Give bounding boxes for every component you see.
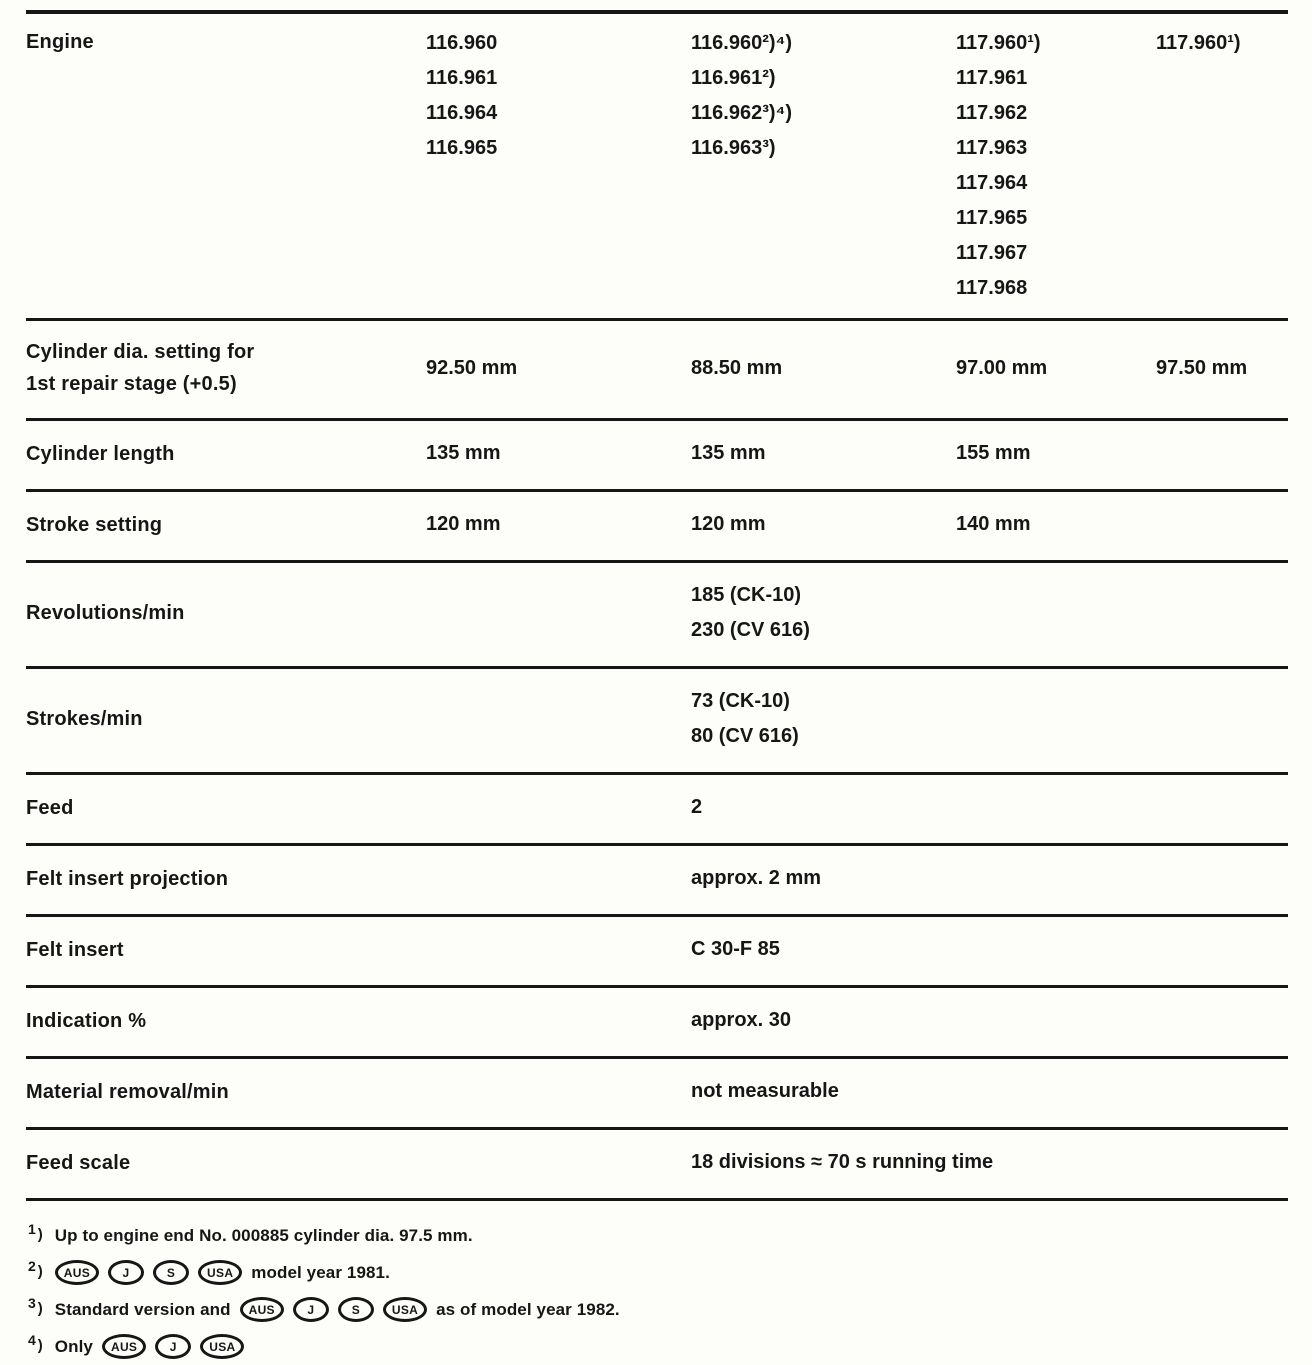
value-cell	[691, 578, 1288, 648]
value-line: 117.961	[956, 67, 1028, 89]
value-line: 88.50 mm	[691, 356, 783, 379]
value-line: 117.968	[956, 277, 1028, 299]
value-cell	[1156, 351, 1288, 386]
row-label	[26, 336, 426, 400]
table-row	[26, 1130, 1288, 1201]
table-row	[26, 988, 1288, 1059]
row-label	[26, 863, 426, 895]
value-line: 185 (CK-10)	[691, 584, 802, 606]
value-cell	[426, 26, 691, 166]
value-line: 135 mm	[426, 442, 501, 464]
spec-table	[26, 10, 1288, 1201]
table-row	[26, 775, 1288, 846]
value-cell	[956, 351, 1156, 386]
row-label-line: Strokes/min	[26, 708, 143, 730]
value-line: 73 (CK-10)	[691, 690, 790, 712]
value-line: 116.961²)	[691, 67, 776, 89]
footnote-text: Standard version and	[54, 1299, 231, 1319]
table-row	[26, 846, 1288, 917]
value-cell	[426, 351, 691, 386]
table-row	[26, 492, 1288, 563]
value-cell	[691, 1003, 1288, 1038]
footnotes-section	[26, 1217, 1288, 1365]
value-line: 116.960	[426, 32, 498, 54]
table-row	[26, 421, 1288, 492]
value-line: 2	[691, 796, 703, 818]
value-line: 155 mm	[956, 442, 1031, 464]
row-label-line: Material removal/min	[26, 1080, 229, 1103]
value-line: 135 mm	[691, 442, 766, 464]
country-badge: USA	[198, 1260, 242, 1285]
manual-page	[26, 10, 1288, 1365]
value-line: 18 divisions ≈ 70 s running time	[691, 1151, 994, 1173]
footnote-text: as of model year 1982.	[436, 1299, 620, 1319]
value-line: 117.962	[956, 102, 1028, 124]
table-row	[26, 669, 1288, 775]
country-badge: S	[153, 1260, 189, 1285]
value-line: 117.967	[956, 242, 1028, 264]
row-label-line: Indication %	[26, 1009, 147, 1032]
row-label-line: 1st repair stage (+0.5)	[26, 373, 237, 395]
value-line: 120 mm	[426, 513, 501, 535]
value-cell	[956, 507, 1156, 542]
value-line: 117.960¹)	[1156, 32, 1241, 54]
footnote-marker: 3	[28, 1294, 36, 1311]
row-label	[26, 1076, 426, 1108]
value-cell	[691, 1074, 1288, 1109]
row-label	[26, 1005, 426, 1037]
country-badge: S	[338, 1297, 374, 1322]
footnote-text: Up to engine end No. 000885 cylinder dia. 97.5 mm.	[54, 1225, 473, 1245]
value-line: 116.962³)⁴)	[691, 102, 793, 124]
row-label	[26, 597, 426, 629]
value-line: 116.961	[426, 67, 498, 89]
value-line: 117.964	[956, 172, 1028, 194]
row-label-line: Feed scale	[26, 1151, 131, 1174]
footnote-marker: 4	[28, 1331, 36, 1348]
value-cell	[691, 932, 1288, 967]
footnote	[28, 1254, 1288, 1291]
country-badge: USA	[200, 1334, 244, 1359]
footnote	[28, 1217, 1288, 1254]
value-line: 80 (CV 616)	[691, 725, 799, 747]
row-label	[26, 438, 426, 470]
country-badge: J	[293, 1297, 329, 1322]
country-badge: J	[108, 1260, 144, 1285]
value-line: C 30-F 85	[691, 938, 780, 960]
footnote-marker: 1	[28, 1220, 36, 1237]
table-row	[26, 917, 1288, 988]
value-cell	[691, 507, 956, 542]
row-label-line: Felt insert	[26, 938, 124, 961]
country-badge: AUS	[240, 1297, 284, 1322]
value-cell	[691, 26, 956, 166]
footnote-text: model year 1981.	[251, 1262, 390, 1282]
value-cell	[426, 436, 691, 471]
country-badge: J	[155, 1334, 191, 1359]
value-line: 230 (CV 616)	[691, 619, 810, 641]
value-line: 92.50 mm	[426, 356, 518, 379]
value-cell	[691, 790, 1288, 825]
table-row	[26, 321, 1288, 421]
country-badge: AUS	[55, 1260, 99, 1285]
value-line: 97.00 mm	[956, 356, 1048, 379]
value-cell	[426, 507, 691, 542]
table-row	[26, 563, 1288, 669]
value-line: 116.960²)⁴)	[691, 32, 793, 54]
value-cell	[691, 1145, 1288, 1180]
footnote	[28, 1328, 1288, 1365]
table-row	[26, 14, 1288, 321]
row-label-line: Cylinder length	[26, 442, 175, 465]
value-line: 116.965	[426, 137, 498, 159]
value-line: 120 mm	[691, 513, 766, 535]
value-line: 116.963³)	[691, 137, 776, 159]
footnote-marker-paren: )	[37, 1300, 43, 1317]
row-label-line: Felt insert projection	[26, 867, 229, 890]
row-label-line: Engine	[26, 31, 94, 53]
value-line: 117.963	[956, 137, 1028, 159]
footnote	[28, 1291, 1288, 1328]
row-label	[26, 509, 426, 541]
footnote-marker: 2	[28, 1257, 36, 1274]
value-line: 117.965	[956, 207, 1028, 229]
row-label-line: Revolutions/min	[26, 602, 185, 624]
value-line: approx. 2 mm	[691, 867, 822, 889]
value-cell	[691, 351, 956, 386]
value-line: 140 mm	[956, 513, 1031, 535]
table-row	[26, 1059, 1288, 1130]
value-line: not measurable	[691, 1080, 839, 1102]
row-label-line: Feed	[26, 796, 74, 819]
value-line: 97.50 mm	[1156, 356, 1248, 379]
footnote-text: Only	[54, 1336, 93, 1356]
value-cell	[691, 684, 1288, 754]
row-label	[26, 26, 426, 58]
value-cell	[691, 436, 956, 471]
footnote-marker-paren: )	[37, 1226, 43, 1243]
row-label	[26, 792, 426, 824]
footnote-marker-paren: )	[37, 1337, 43, 1354]
footnote-marker-paren: )	[37, 1263, 43, 1280]
row-label-line: Stroke setting	[26, 513, 163, 536]
value-cell	[956, 436, 1156, 471]
row-label	[26, 1147, 426, 1179]
value-line: approx. 30	[691, 1009, 792, 1031]
value-cell	[956, 26, 1156, 306]
row-label	[26, 934, 426, 966]
value-cell	[691, 861, 1288, 896]
value-line: 116.964	[426, 102, 498, 124]
row-label-line: Cylinder dia. setting for	[26, 341, 255, 363]
country-badge: USA	[383, 1297, 427, 1322]
row-label	[26, 703, 426, 735]
value-cell	[1156, 26, 1288, 61]
country-badge: AUS	[102, 1334, 146, 1359]
value-line: 117.960¹)	[956, 32, 1041, 54]
